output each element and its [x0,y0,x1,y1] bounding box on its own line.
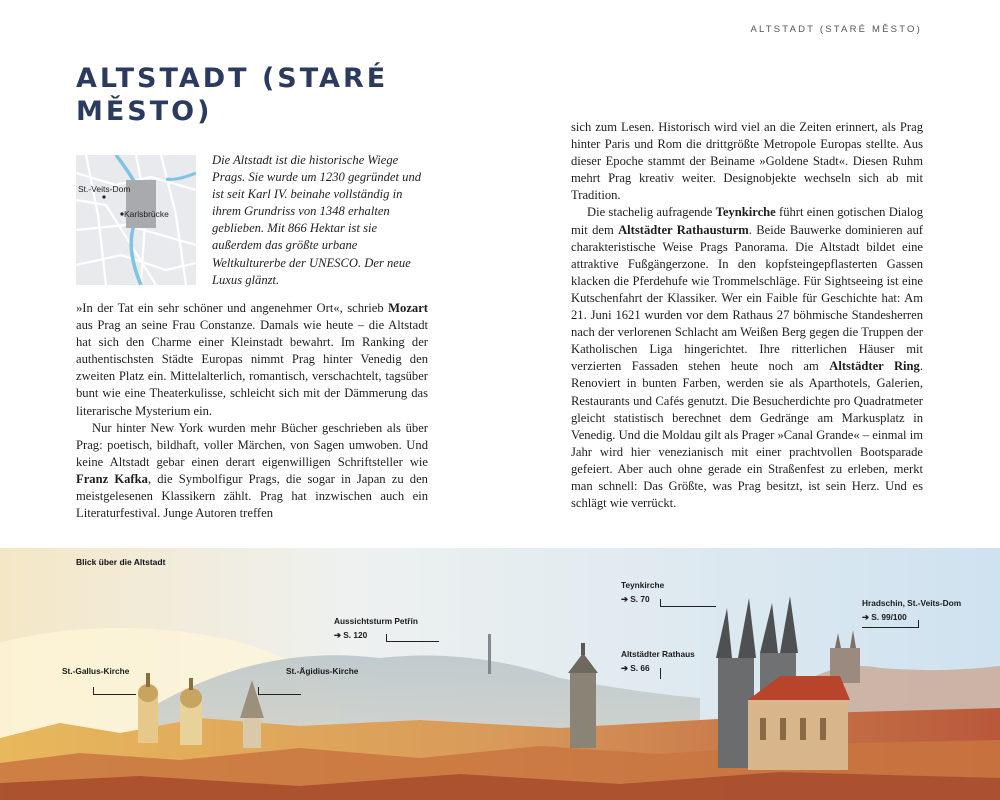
emphasis-altstaedter-ring: Altstädter Ring [829,359,920,374]
map-label-st-veits-dom: St.-Veits-Dom [78,184,131,194]
paragraph: Nur hinter New York wurden mehr Bücher geschrieben als über Prag: poetisch, bildhaft, voller Märchen, von Sagen umwoben. Und keine Altstadt gebar einen derart eigenwilligen Schriftsteller wie Franz Kafka, die Symbolfigur Prags, die sogar in Japan zu den meistgelesenen Klassikern zählt. Prag hat inzwischen auch ein Literaturfestival. Junge Autoren treffen [76,420,428,521]
paragraph: »In der Tat ein sehr schöner und angenehmer Ort«, schrieb Mozart aus Prag an seine Frau Constanze. Damals wie heute – die Altstadt hat sich den Charme einer Kleinstadt bewahrt. Im Ranking der authentischsten Städte Europas nimmt Prag hinter Venedig den zweiten Platz ein. Mittelalterlich, romantisch, verschachtelt, tagsüber bunt wie eine Theaterkulisse, schleicht sich mit der Dämmerung das literarische Mysterium ein. [76,301,428,418]
map-label-karlsbruecke: Karlsbrücke [124,209,169,219]
leader-line [862,620,919,628]
emphasis-teynkirche: Teynkirche [715,205,776,220]
running-head: ALTSTADT (STARÉ MĚSTO) [750,24,922,35]
emphasis-rathausturm: Altstädter Rathausturm [618,222,749,237]
callout-aussichtsturm-petrin: Aussichtsturm Petřín ➔ S. 120 [334,616,418,640]
leader-line [386,634,439,642]
callout-st-gallus-kirche: St.-Gallus-Kirche [62,666,130,676]
page-title: ALTSTADT (STARÉ MĚSTO) [76,63,389,127]
body-column-right [571,119,923,512]
callout-altstaedter-rathaus: Altstädter Rathaus ➔ S. 66 [621,649,695,673]
page-reference: ➔ S. 120 [334,630,368,640]
emphasis-kafka: Franz Kafka [76,471,148,486]
callout-teynkirche: Teynkirche ➔ S. 70 [621,580,665,604]
panorama-photo [0,548,1000,800]
leader-line [660,599,716,607]
intro-text: Die Altstadt ist die historische Wiege Prags. Sie wurde um 1230 gegründet und ist seit Karl IV. beinahe vollständig in ihrem Grundriss von 1348 erhalten geblieben. Mit 866 Hektar ist sie außerdem das größte urbane Weltkulturerbe der UNESCO. Der neue Luxus glänzt. [212,153,422,287]
leader-line [93,687,136,695]
page-reference: ➔ S. 66 [621,663,650,673]
photo-caption: Blick über die Altstadt [76,557,166,567]
locator-map [76,155,196,285]
callout-hradschin-st-veits-dom: Hradschin, St.-Veits-Dom ➔ S. 99/100 [862,598,962,622]
callout-st-aegidius-kirche: St.-Ägidius-Kirche [286,666,359,676]
body-column-left [76,300,428,522]
panorama-illustration [0,548,1000,800]
leader-line [660,668,661,679]
map-graphic [76,155,196,285]
leader-line [258,687,301,695]
page-reference: ➔ S. 99/100 [862,612,907,622]
paragraph: Die stachelig aufragende Teynkirche führt einen gotischen Dialog mit dem Altstädter Rathausturm. Beide Bauwerke dominieren auf charakteristische Weise Prags Panorama. Die Altstadt bildet eine attraktive Fußgängerzone. In den kopfsteingepflasterten Gassen klacken die Pferdehufe wie Trommelschläge. Für Sightseeing ist eine Kutschenfahrt der Klassiker. Wer ein Faible für Geschichte hat: Am 21. Juni 1621 wurden vor dem Rathaus 27 böhmische Standesherren nach der verlorenen Schlacht am Weißen Berg gegen die Truppen der Katholischen Liga hingerichtet. Ihre ritterlichen Häuser mit verzierten Fassaden stehen heute noch am Altstädter Ring. Renoviert in bunten Farben, werden sie als Aparthotels, Galerien, Restaurants und Cafés genutzt. Die Besucherdichte pro Quadratmeter gleicht statistisch berechnet dem Gedränge am Markusplatz in Venedig. Und die Moldau gilt als Prager »Canal Grande« – einmal im Jahr wird hier venezianisch mit einer prachtvollen Bootsparade gefeiert. Aber auch ohne gerade ein Straßenfest zu erleben, merkt man schnell: Das Größte, was Prag besitzt, ist sein Herz. Und es schlägt wie verrückt. [571,205,923,511]
page-reference: ➔ S. 70 [621,594,650,604]
paragraph: sich zum Lesen. Historisch wird viel an die Zeiten erinnert, als Prag hinter Paris und Rom die drittgrößte Metropole Europas stellte. Aus dieser Epoche stammt der Beiname »Goldene Stadt«. Diesen Ruhm mehrt Prag kreativ weiter. Designobjekte wechseln sich ab mit Tradition. [571,120,923,203]
emphasis-mozart: Mozart [388,301,428,315]
